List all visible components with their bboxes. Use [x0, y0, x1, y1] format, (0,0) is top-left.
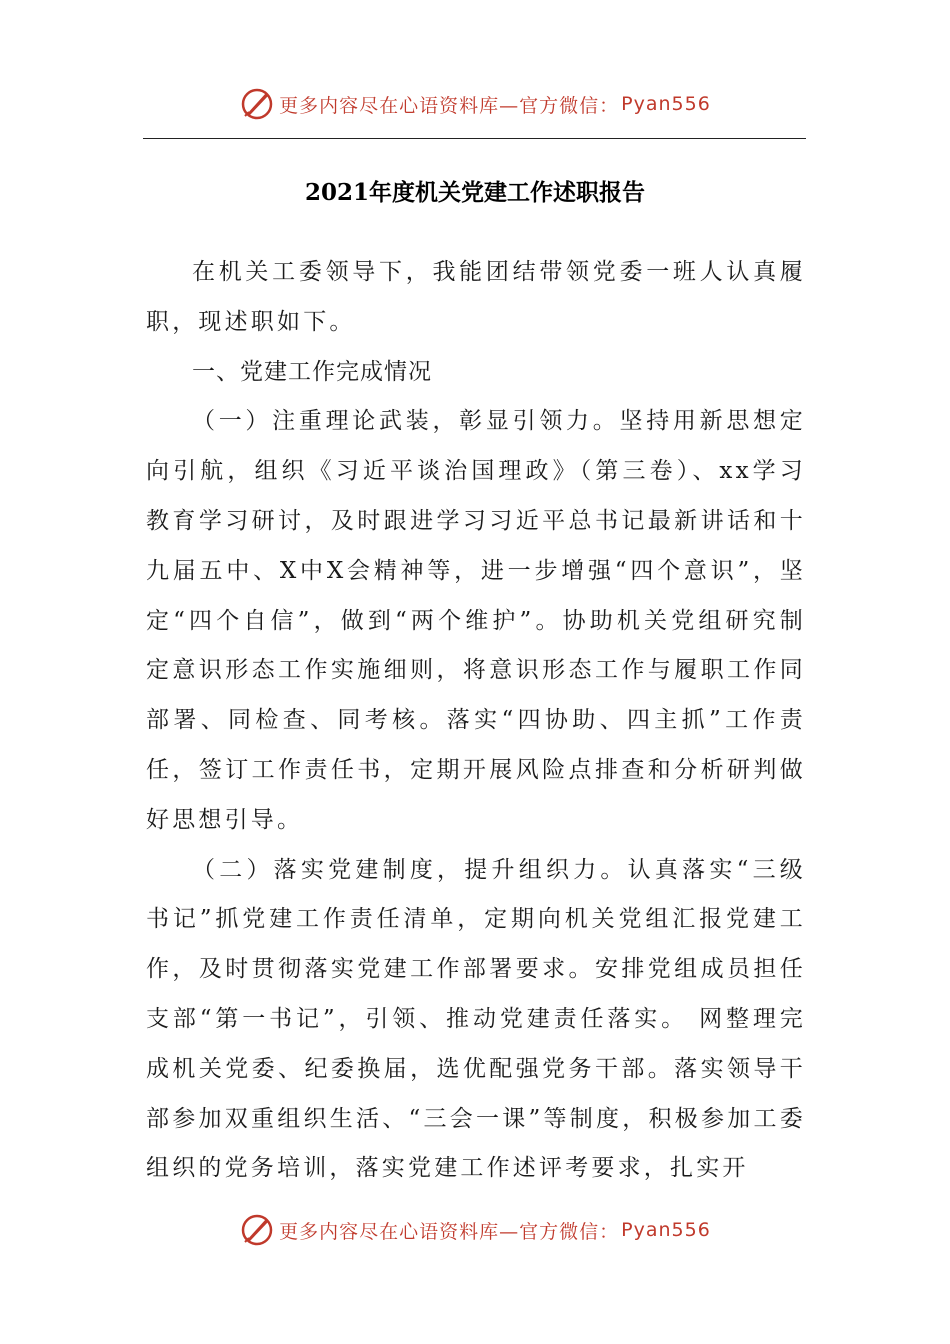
watermark-wechat-id: Pyan556	[621, 93, 711, 115]
watermark-text: 更多内容尽在心语资料库—官方微信：	[279, 94, 620, 117]
header-watermark	[0, 82, 950, 126]
document-title: 2021年度机关党建工作述职报告	[304, 179, 645, 206]
watermark-text: 更多内容尽在心语资料库—官方微信：	[279, 1220, 620, 1243]
intro-paragraph: 在机关工委领导下，我能团结带领党委一班人认真履职，现述职如下。	[146, 259, 806, 335]
footer-watermark	[0, 1208, 950, 1252]
paragraph-institution: （二）落实党建制度，提升组织力。认真落实“三级书记”抓党建工作责任清单，定期向机关党组汇报党建工作，及时贯彻落实党建工作部署要求。安排党组成员担任支部“第一书记”，引领、推动党建责任落实。 网整理完成机关党委、纪委换届，选优配强党务干部。落实领导干部参加双重组织生活、“三会一课”等制度，积极参加工委组织的党务培训，落实党建工作述评考要求，扎实开	[146, 856, 806, 1182]
paragraph-theory: （一）注重理论武装，彰显引领力。坚持用新思想定向引航，组织《习近平谈治国理政》（第三卷）、xx学习教育学习研讨，及时跟进学习习近平总书记最新讲话和十九届五中、X中X会精神等，进一步增强“四个意识”，坚定“四个自信”，做到“两个维护”。协助机关党组研究制定意识形态工作实施细则，将意识形态工作与履职工作同部署、同检查、同考核。落实“四协助、四主抓”工作责任，签订工作责任书，定期开展风险点排查和分析研判做好思想引导。	[146, 408, 806, 833]
quill-logo-icon	[239, 1212, 275, 1248]
quill-logo-icon	[239, 86, 275, 122]
watermark-wechat-id: Pyan556	[621, 1219, 711, 1241]
document-body	[146, 248, 806, 1194]
section-heading: 一、党建工作完成情况	[192, 358, 432, 385]
header-divider	[143, 138, 806, 139]
